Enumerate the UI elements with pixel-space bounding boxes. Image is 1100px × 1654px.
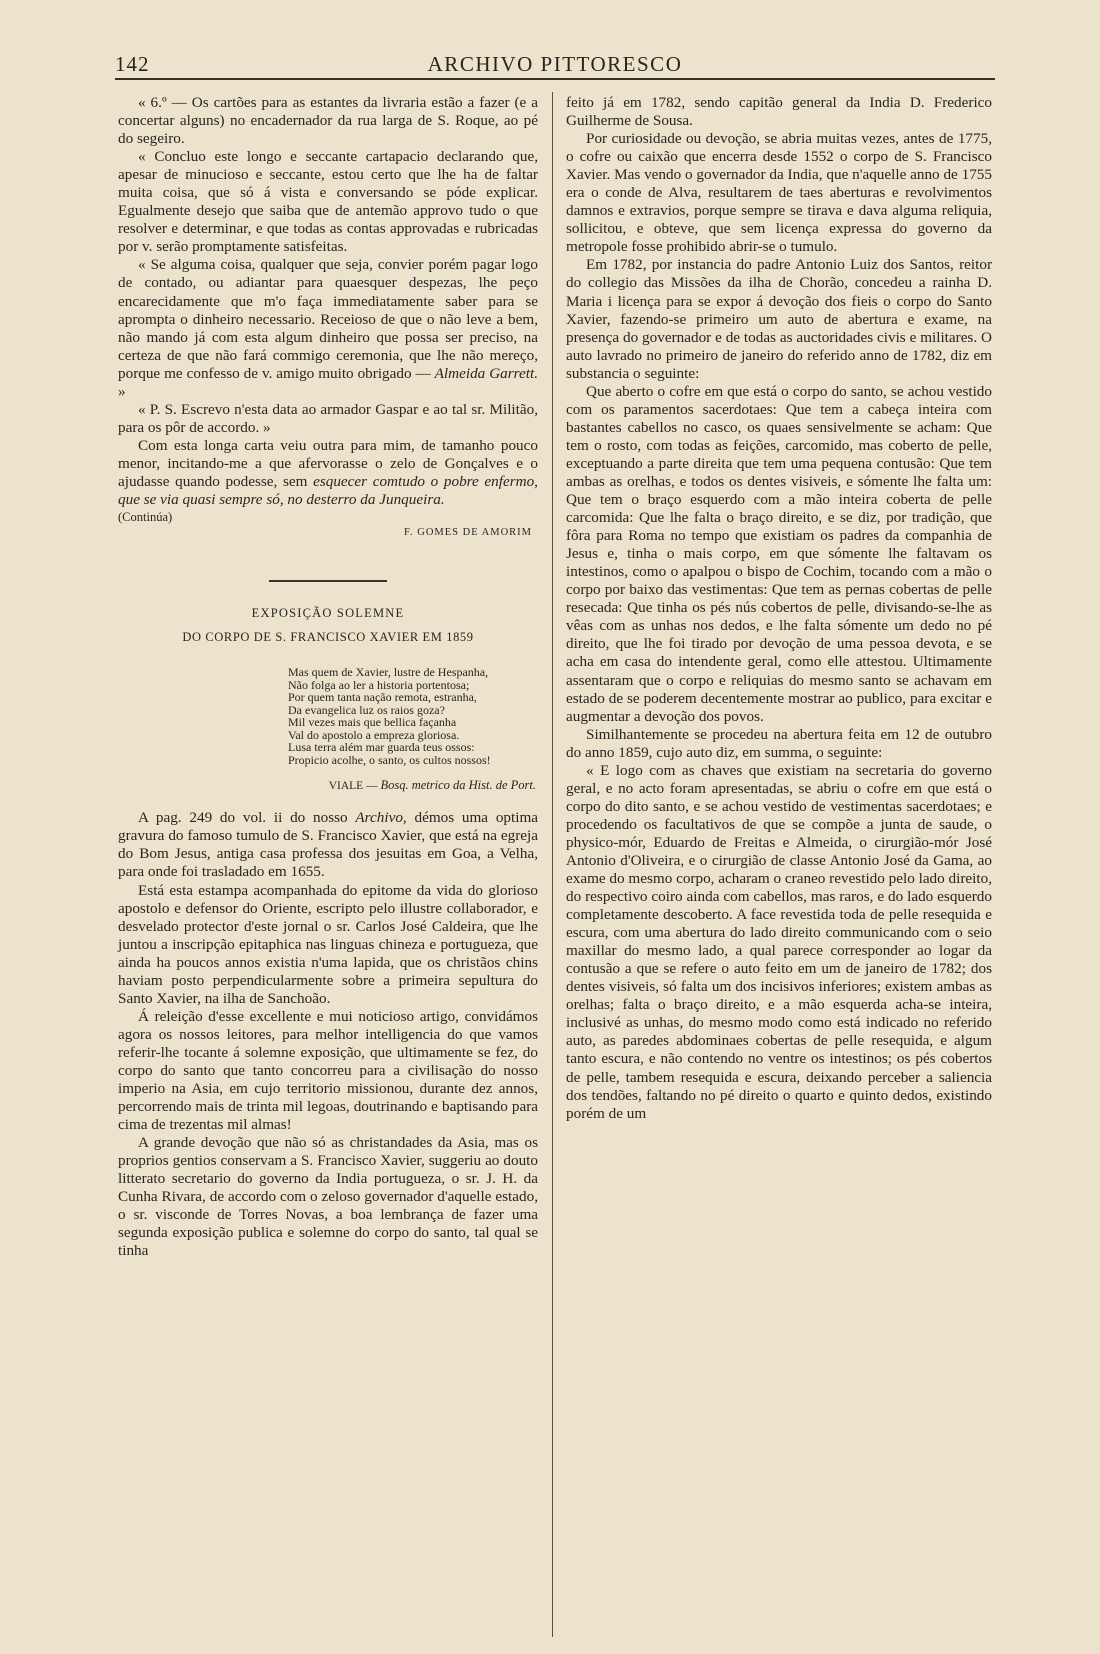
paragraph: « E logo com as chaves que existiam na secretaria do governo geral, e no acto foram apresentadas, se abriu o cofre em que está o corpo do dito santo, e se achou vestido de vestimentas sacerdotaes; e procedendo os facultativos de que se compõe a junta de saude, o physico-mór, Eduardo de Freitas e Almeida, o cirurgião-mór José Antonio d'Oliveira, e o cirurgião de classe Antonio José da Gama, ao exame do mesmo corpo, acharam o craneo revestido pelo lado direito, do respectivo coiro ainda com cabellos, mas raros, e do lado esquerdo completamente descoberto. A face revestida toda de pelle resequida e escura, com uma abertura do lado direito communicando com o seio maxillar do mesmo lado, a qual parece corresponder ao logar da contusão a que se refere o auto feito em um de janeiro de 1782; dos dentes visiveis, só falta um dos incisivos inferiores; existem ambas as orelhas; falta o braço direito, e a mão esquerda acha-se inteira, inclusivé as unhas, do mesmo modo como está indicado no referido auto, as paredes abdominaes cobertas de pelle resequida, e algum tanto escura, e não contendo no ventre os intestinos; os pés cobertos de pelle, tambem resequida e escura, deixando perceber a saliencia dos tendões, faltando no pé direito o quarto e quinto dedos, existindo porém de um	[566, 761, 992, 1122]
header-rule	[115, 78, 995, 80]
text-run: , démos uma optima gravura do famoso tumulo de S. Francisco Xavier, que está na egreja do Bom Jesus, antiga casa professa dos jesuitas em Goa, a Velha, para onde foi trasladado em 1655.	[118, 809, 539, 881]
text-run: »	[118, 382, 126, 400]
verse-line: Não folga ao ler a historia portentosa;	[288, 677, 470, 692]
journal-name: Archivo	[355, 809, 403, 827]
paragraph: Em 1782, por instancia do padre Antonio Luiz dos Santos, reitor do collegio das Missões da ilha de Chorão, concedeu a rainha D. Maria i licença para se expor á devoção dos fieis o corpo do Santo Xavier, fazendo-se primeiro um auto de abertura e exame, na presença do governador e de todas as auctoridades civis e militares. O auto lavrado no primeiro de janeiro do referido anno de 1782, diz em substancia o seguinte:	[566, 256, 992, 382]
paragraph	[118, 256, 538, 400]
left-column	[118, 94, 538, 1260]
paragraph: « 6.º — Os cartões para as estantes da livraria estão a fazer (e a concertar alguns) no encadernador da rua larga de S. Roque, ao pé do segeiro.	[118, 94, 538, 148]
paragraph: Á releição d'esse excellente e mui noticioso artigo, convidámos agora os nossos leitores, para melhor intelligencia do que vamos referir-lhe tocante á solemne exposição, que ultimamente se fez, do corpo do santo que tanto concorreu para a civilisação do nosso imperio na Asia, em cujo territorio missionou, durante dez annos, percorrendo mais de trinta mil legoas, doutrinando e baptisando para cima de trezentas mil almas!	[118, 1007, 538, 1134]
author-signature: F. GOMES DE AMORIM	[403, 527, 532, 539]
paragraph: A grande devoção que não só as christandades da Asia, mas os proprios gentios conservam a S. Francisco Xavier, suggeriu ao douto litterato secretario do governo da India portugueza, o sr. J. H. da Cunha Rivara, de accordo com o zeloso governador d'aquelle estado, o sr. visconde de Torres Novas, a boa lembrança de fazer uma segunda exposição publica e solemne do corpo do santo, tal qual se tinha	[118, 1134, 538, 1260]
verse-line: Da evangelica luz os raios goza?	[288, 702, 445, 717]
verse-line: Por quem tanta nação remota, estranha,	[288, 690, 477, 705]
text-run: Com esta longa carta veiu outra para mim, de tamanho pouco menor, incitando-me a que afervorasse o zelo de Gonçalves e o ajudasse quando podesse, sem	[118, 436, 538, 490]
verse-line: Lusa terra além mar guarda teus ossos:	[288, 740, 475, 755]
paragraph	[118, 437, 538, 509]
running-title: ARCHIVO PITTORESCO	[427, 52, 683, 76]
section-title: EXPOSIÇÃO SOLEMNE	[251, 606, 405, 621]
paragraph: Que aberto o cofre em que está o corpo do santo, se achou vestido com os paramentos sacerdotaes: Que tem a cabeça inteira com bastantes cabellos no casco, os quaes sensivelmente se acham: Que tem o rosto, com todas as feições, carcomido, mas coberto de pelle, exceptuando a parte direita que tem uma pequena contusão: Que tem ambas as orelhas, e todos os dentes visiveis, e sómente lhe falta um: Que tem o braço esquerdo com a mão inteira coberta de pelle carcomida: Que lhe falta o braço direito, e se diz, por tradição, que fôra para Roma no tempo que existiam os padres da companhia de Jesus e, tinha o mais corpo, em que sómente lhe faltavam os intestinos, como o apalpou o bispo de Cochim, tocando com a mão o corpo por baixo das vestimentas: Que tem as pernas cobertas de pelle resecada: Que tinha os pés nús cobertos de pelle, divisando-se-lhe as vêas com as unhas nos dedos, e lhe falta sómente um dedo no pé direito, que lhe foi tirado por devoção de uma pessoa devota, e se acha em casa do intendente geral, como elle attestou. Ultimamente assentaram que o corpo e reliquias do mesmo santo se achavam em estado de se poderem decentemente mostrar ao publico, para excitar e augmentar a devoção dos povos.	[566, 382, 992, 725]
paragraph	[118, 809, 538, 881]
paragraph: Similhantemente se procedeu na abertura feita em 12 de outubro do anno 1859, cujo auto diz, em summa, o seguinte:	[566, 725, 992, 761]
verse-line: Propicio acolhe, o santo, os cultos nossos!	[288, 752, 491, 767]
paragraph: feito já em 1782, sendo capitão general da India D. Frederico Guilherme de Sousa.	[566, 94, 992, 130]
section-rule	[269, 580, 387, 582]
attribution-work: Bosq. metrico da Hist. de Port.	[380, 778, 536, 793]
paragraph: Por curiosidade ou devoção, se abria muitas vezes, antes de 1775, o cofre ou caixão que encerra desde 1552 o corpo de S. Francisco Xavier. Mas vendo o governador da India, que n'aquelle anno de 1755 era o conde de Alva, resultarem de taes aberturas e revolvimentos damnos e extravios, porque sempre se tirava e dava alguma reliquia, sollicitou, e obteve, que sem licença expressa do governo da metropole fosse prohibido abrir-se o tumulo.	[566, 130, 992, 256]
spacer	[118, 795, 538, 809]
text-run: A pag. 249 do vol. ii do nosso	[138, 809, 356, 827]
italic-run: esquecer comtudo o pobre enfermo, que se via quasi sempre só, no desterro da Junqueira.	[118, 472, 538, 509]
verse-line: Mas quem de Xavier, lustre de Hespanha,	[288, 665, 489, 680]
page-number: 142	[115, 52, 150, 76]
column-divider	[552, 92, 553, 1637]
attribution-author: VIALE —	[328, 780, 381, 793]
verse-line: Mil vezes mais que bellica façanha	[288, 715, 457, 730]
continua-note: (Continúa)	[118, 510, 173, 525]
epigraph-attribution	[118, 776, 538, 795]
right-column	[566, 94, 992, 1123]
paragraph: Está esta estampa acompanhada do epitome da vida do glorioso apostolo e defensor do Oriente, escripto pelo illustre collaborador, e desvelado protector d'este jornal o sr. Carlos José Caldeira, que lhe juntou a inscripção epitaphica nas linguas chineza e portugueza, que ainda ha poucos annos existia n'uma lapida, que os christãos chins haviam posto perpendicularmente sobre a primeira sepultura do Santo Xavier, na ilha de Sanchoão.	[118, 881, 538, 1007]
text-run: « Se alguma coisa, qualquer que seja, convier porém pagar logo de contado, ou adiantar para quaesquer despezas, lhe peço encarecidamente que m'o faça immediatamente saber para se aprompta o dinheiro necessario. Receioso de que o não leve a bem, não mando já com esta algum dinheiro que possa ser preciso, na certeza de que não fará commigo ceremonia, que lhe não mereço, porque me confesso de v. amigo muito obrigado —	[118, 256, 538, 382]
author-name: Almeida Garrett.	[434, 364, 538, 382]
epigraph-verse	[288, 666, 538, 766]
section-subtitle: DO CORPO DE S. FRANCISCO XAVIER EM 1859	[182, 630, 474, 645]
paragraph: « P. S. Escrevo n'esta data ao armador Gaspar e ao tal sr. Militão, para os pôr de accordo. »	[118, 400, 538, 436]
verse-line: Val do apostolo a empreza gloriosa.	[288, 727, 460, 742]
paragraph: « Concluo este longo e seccante cartapacio declarando que, apesar de minucioso e seccante, estou certo que lhe ha de faltar muita coisa, que só á vista e conversando se póde explicar. Egualmente desejo que saiba que de antemão approvo tudo o que resolver e determinar, e que todas as contas approvadas e rubricadas por v. serão promptamente satisfeitas.	[118, 148, 538, 256]
